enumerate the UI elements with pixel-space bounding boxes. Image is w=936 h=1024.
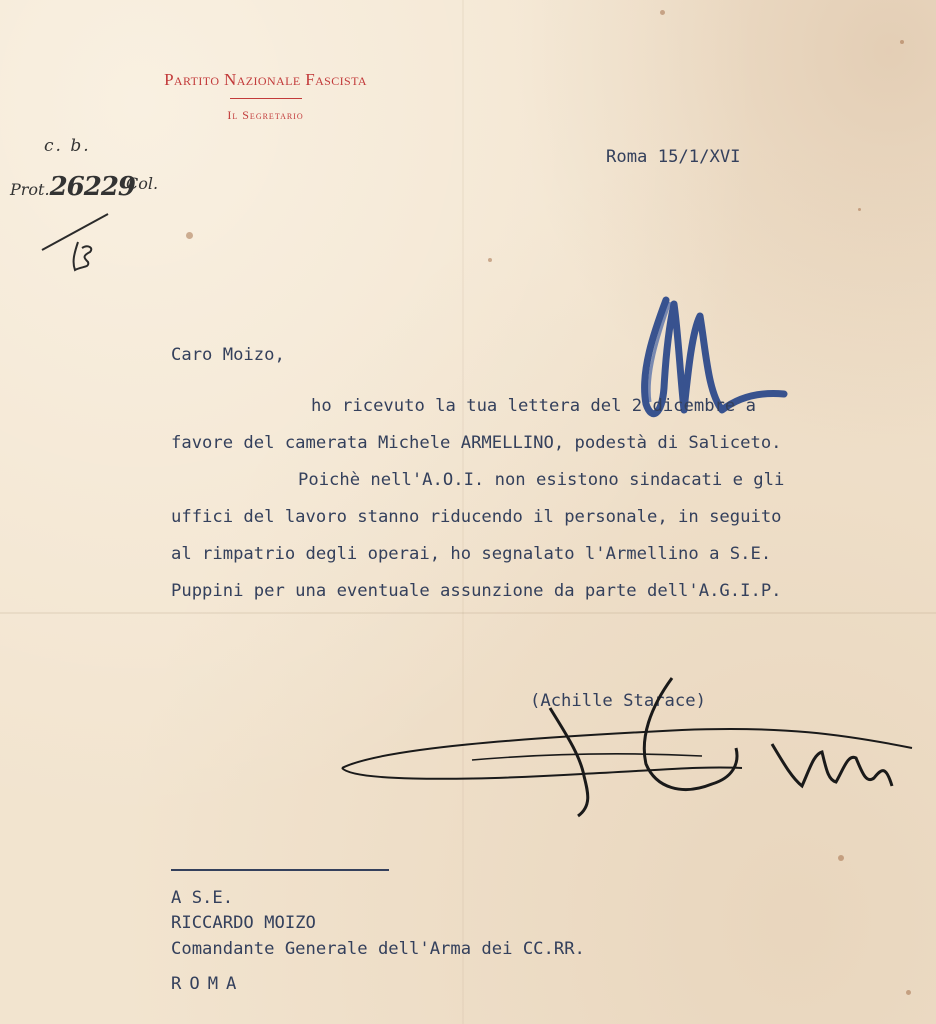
- address-line: A S.E.: [171, 888, 234, 908]
- body-line: favore del camerata Michele ARMELLINO, podestà di Saliceto.: [171, 433, 782, 453]
- foxing-spot: [906, 990, 911, 995]
- foxing-spot: [858, 208, 861, 211]
- body-line: ho ricevuto la tua lettera del 2 dicembre a: [311, 396, 756, 416]
- address-rule: [171, 869, 389, 871]
- protocol-label: Prot.: [10, 180, 50, 199]
- handwritten-col: Col.: [126, 174, 159, 193]
- letterhead: [98, 70, 433, 123]
- body-line: uffici del lavoro stanno riducendo il personale, in seguito: [171, 507, 782, 527]
- foxing-spot: [838, 855, 844, 861]
- foxing-spot: [488, 258, 492, 262]
- letterhead-role: Il Segretario: [227, 108, 304, 122]
- body-line: Poichè nell'A.O.I. non esistono sindacati e gli: [298, 470, 785, 490]
- letter-date: Roma 15/1/XVI: [606, 147, 741, 167]
- body-line: al rimpatrio degli operai, ho segnalato l'Armellino a S.E.: [171, 544, 772, 564]
- typed-signature-name: (Achille Starace): [530, 691, 706, 711]
- salutation: Caro Moizo,: [171, 345, 285, 365]
- foxing-spot: [186, 232, 193, 239]
- body-line: Puppini per una eventuale assunzione da parte dell'A.G.I.P.: [171, 581, 782, 601]
- protocol-number: 26229: [49, 172, 136, 202]
- handwritten-mark-icon: [38, 208, 118, 278]
- letterhead-rule: [230, 98, 302, 99]
- handwritten-cb: c. b.: [44, 136, 91, 156]
- paper-fold-horizontal: [0, 612, 936, 614]
- foxing-spot: [660, 10, 665, 15]
- address-title: Comandante Generale dell'Arma dei CC.RR.: [171, 939, 585, 959]
- address-recipient: RICCARDO MOIZO: [171, 913, 316, 933]
- address-city: ROMA: [171, 974, 245, 994]
- foxing-spot: [900, 40, 904, 44]
- handwritten-protocol: [10, 172, 135, 202]
- letterhead-party: Partito Nazionale Fascista: [164, 70, 367, 89]
- handwritten-signature: [322, 668, 922, 828]
